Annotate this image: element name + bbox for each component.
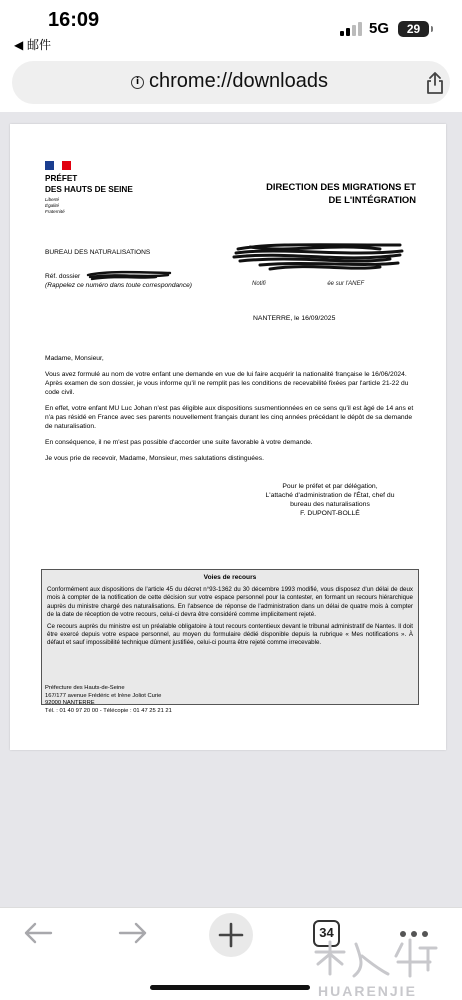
signature-line-1: Pour le préfet et par délégation,	[282, 483, 378, 490]
url-text[interactable]: chrome://downloads	[149, 70, 328, 92]
motto-egalite: Égalité	[45, 203, 60, 208]
signature-block	[240, 482, 420, 518]
share-icon[interactable]	[424, 71, 446, 95]
letter-body	[45, 354, 418, 470]
paragraph-3: En conséquence, il ne m'est pas possible d'accorder une suite favorable à votre demande.	[45, 439, 313, 446]
status-bar	[0, 0, 462, 58]
clock: 16:09	[48, 9, 100, 31]
back-to-app-link[interactable]: ◀ 邮件	[14, 38, 52, 52]
battery-level: 29	[406, 22, 421, 36]
republic-motto	[45, 197, 65, 215]
appeal-title: Voies de recours	[203, 574, 257, 581]
ref-note: (Rappelez ce numéro dans toute correspondance)	[45, 282, 192, 289]
tab-switcher-button[interactable]: 34	[313, 920, 340, 947]
ref-redaction-scribble	[86, 269, 172, 281]
bureau-label: BUREAU DES NATURALISATIONS	[45, 249, 151, 256]
prefecture-title	[45, 173, 133, 195]
signature-line-3: bureau des naturalisations	[290, 501, 370, 508]
page-viewport[interactable]	[0, 112, 462, 907]
direction-line-2: DE L'INTÉGRATION	[328, 194, 416, 205]
address-bar[interactable]	[12, 61, 450, 104]
footer-line-3: 92000 NANTERRE	[45, 700, 95, 707]
info-icon[interactable]: i	[131, 76, 144, 89]
plus-icon	[209, 913, 253, 957]
network-type: 5G	[369, 20, 390, 37]
watermark-text: HUARENJIE	[318, 983, 417, 999]
signatory-name: F. DUPONT-BOLLÉ	[300, 510, 360, 517]
signal-icon	[340, 22, 362, 36]
motto-liberte: Liberté	[45, 197, 60, 202]
paragraph-1: Vous avez formulé au nom de votre enfant une demande en vue de lui faire acquérir la nationalité française le 16/06/2024. Après examen de son dossier, je vous informe qu'il ne remplit pas les conditions de recevabilité fixées par l'article 21-22 du code civil.	[45, 371, 409, 396]
paragraph-4: Je vous prie de recevoir, Madame, Monsieur, mes salutations distinguées.	[45, 455, 264, 462]
forward-arrow-icon[interactable]	[117, 920, 149, 946]
motto-fraternite: Fraternité	[45, 209, 65, 214]
site-watermark	[310, 934, 456, 1000]
salutation: Madame, Monsieur,	[45, 355, 104, 362]
footer-line-1: Préfecture des Hauts-de-Seine	[45, 685, 125, 691]
appeal-paragraph-2: Ce recours auprès du ministre est un préalable obligatoire à tout recours contentieux devant le tribunal administratif de Nantes. Il doit être exercé depuis votre espace personnel, au moyen du formulaire dédié disponible depuis la rubrique « Mes notifications ». À défaut et sauf impossibilité technique dûment justifiée, celui-ci pourra être rejeté comme irrecevable.	[47, 623, 413, 647]
prefecture-address	[45, 685, 172, 715]
bottom-toolbar	[0, 907, 462, 1000]
ref-label: Réf. dossier	[45, 273, 81, 280]
direction-line-1: DIRECTION DES MIGRATIONS ET	[266, 181, 416, 192]
pdf-document	[10, 124, 446, 750]
notification-line: Notifi ée sur l'ANEF	[252, 281, 365, 287]
prefet-line-1: PRÉFET	[45, 174, 78, 183]
new-tab-button[interactable]	[209, 913, 253, 957]
footer-line-4: Tél. : 01 40 97 20 00 - Télécopie : 01 47 25 21 21	[45, 707, 172, 714]
back-arrow-icon[interactable]	[22, 920, 54, 946]
french-flag-logo	[45, 161, 71, 170]
redaction-scribble	[230, 239, 406, 275]
battery-icon	[398, 21, 429, 37]
prefet-line-2: DES HAUTS DE SEINE	[45, 185, 133, 194]
direction-heading	[226, 180, 416, 206]
footer-line-2: 167/177 avenue Frédéric et Irène Joliot Curie	[45, 692, 162, 699]
letter-date: NANTERRE, le 16/09/2025	[253, 315, 336, 322]
paragraph-2: En effet, votre enfant MU Luc Johan n'est pas éligible aux dispositions susmentionnées en ce sens qu'il est âgé de 14 ans et n'a pas résidé en France avec ses parents nouvellement français durant les cinq années précédant le dépôt de sa demande de naturalisation.	[45, 405, 414, 430]
signature-line-2: L'attaché d'administration de l'État, chef du	[265, 492, 395, 499]
home-indicator[interactable]	[150, 985, 310, 990]
appeal-paragraph-1: Conformément aux dispositions de l'article 45 du décret n°93-1362 du 30 décembre 1993 modifié, vous disposez d'un délai de deux mois à compter de la notification de cette décision sur votre espace personnel pour la contester, en formant un recours hiérarchique auprès du ministre chargé des naturalisations. En l'absence de réponse de l'administration dans un délai de quatre mois à compter de la date de réception de votre recours, celui-ci devra être considéré comme implicitement rejeté.	[47, 586, 413, 618]
